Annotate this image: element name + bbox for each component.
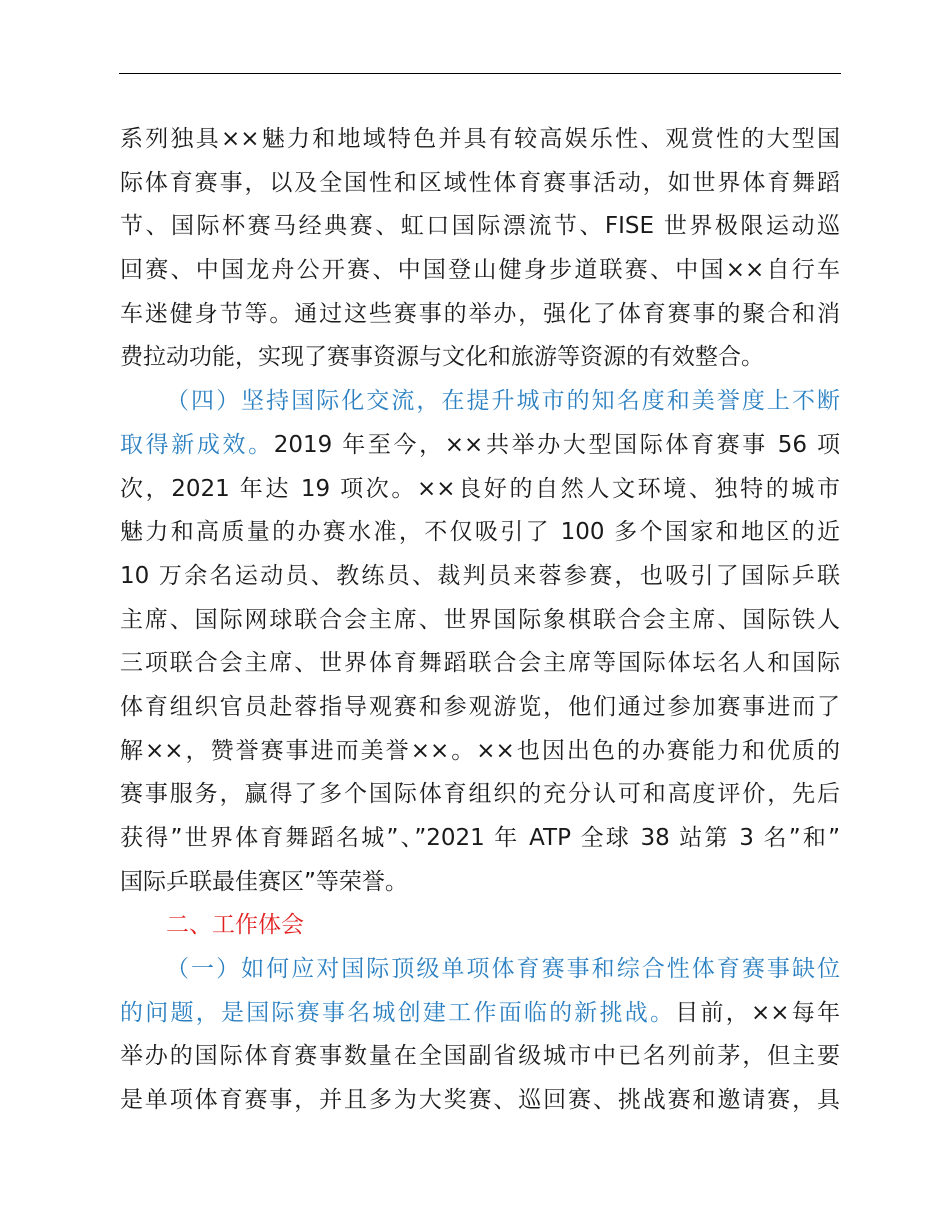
- text-line: 赛事服务，赢得了多个国际体育组织的充分认可和高度评价，先后: [120, 781, 840, 808]
- text-line: 举办的国际体育赛事数量在全国副省级城市中已名列前茅，但主要: [120, 1043, 840, 1070]
- text-line: [120, 992, 840, 1036]
- text-line: 际体育赛事，以及全国性和区域性体育赛事活动，如世界体育舞蹈: [120, 169, 840, 196]
- section-heading: 二、工作体会: [166, 912, 304, 939]
- paragraph-challenges: [120, 948, 840, 1123]
- subheading-line: 的问题，是国际赛事名城创建工作面临的新挑战。: [120, 999, 676, 1026]
- paragraph-internationalization: [120, 380, 840, 904]
- document-body: [120, 118, 840, 1123]
- text-line: 是单项体育赛事，并且多为大奖赛、巡回赛、挑战赛和邀请赛，具: [120, 1087, 840, 1114]
- subheading-line: 取得新成效。: [120, 431, 274, 458]
- subheading-line: （四）坚持国际化交流，在提升城市的知名度和美誉度上不断: [166, 388, 840, 415]
- text-line: 体育组织官员赴蓉指导观赛和参观游览，他们通过参加赛事进而了: [120, 693, 840, 720]
- text-line: 车迷健身节等。通过这些赛事的举办，强化了体育赛事的聚合和消: [120, 300, 840, 327]
- text-line: 解××，赞誉赛事进而美誉××。××也因出色的办赛能力和优质的: [120, 737, 840, 764]
- subheading-line: （一）如何应对国际顶级单项体育赛事和综合性体育赛事缺位: [166, 956, 840, 983]
- text-line: 三项联合会主席、世界体育舞蹈联合会主席等国际体坛名人和国际: [120, 650, 840, 677]
- text-line: 获得”世界体育舞蹈名城”、”2021 年 ATP 全球 38 站第 3 名”和”: [120, 825, 840, 851]
- paragraph-events-list: [120, 118, 840, 380]
- text-line: 回赛、中国龙舟公开赛、中国登山健身步道联赛、中国××自行车: [120, 257, 840, 284]
- text-line: 魅力和高质量的办赛水准，不仅吸引了 100 多个国家和地区的近: [120, 519, 840, 546]
- text-line: 次，2021 年达 19 项次。××良好的自然人文环境、独特的城市: [120, 475, 840, 502]
- text-line: [120, 424, 840, 468]
- text-line: 国际乒联最佳赛区”等荣誉。: [120, 868, 408, 895]
- text-fragment: 2019 年至今，××共举办大型国际体育赛事 56 项: [273, 431, 840, 458]
- text-line: 10 万余名运动员、教练员、裁判员来蓉参赛，也吸引了国际乒联: [120, 562, 840, 589]
- text-line: 费拉动功能，实现了赛事资源与文化和旅游等资源的有效整合。: [120, 344, 764, 371]
- text-fragment: 目前，××每年: [675, 999, 840, 1026]
- text-line: 系列独具××魅力和地域特色并具有较高娱乐性、观赏性的大型国: [120, 126, 840, 152]
- text-line: 主席、国际网球联合会主席、世界国际象棋联合会主席、国际铁人: [120, 606, 840, 633]
- header-rule: [119, 73, 841, 74]
- text-line: 节、国际杯赛马经典赛、虹口国际漂流节、FISE 世界极限运动巡: [120, 213, 840, 240]
